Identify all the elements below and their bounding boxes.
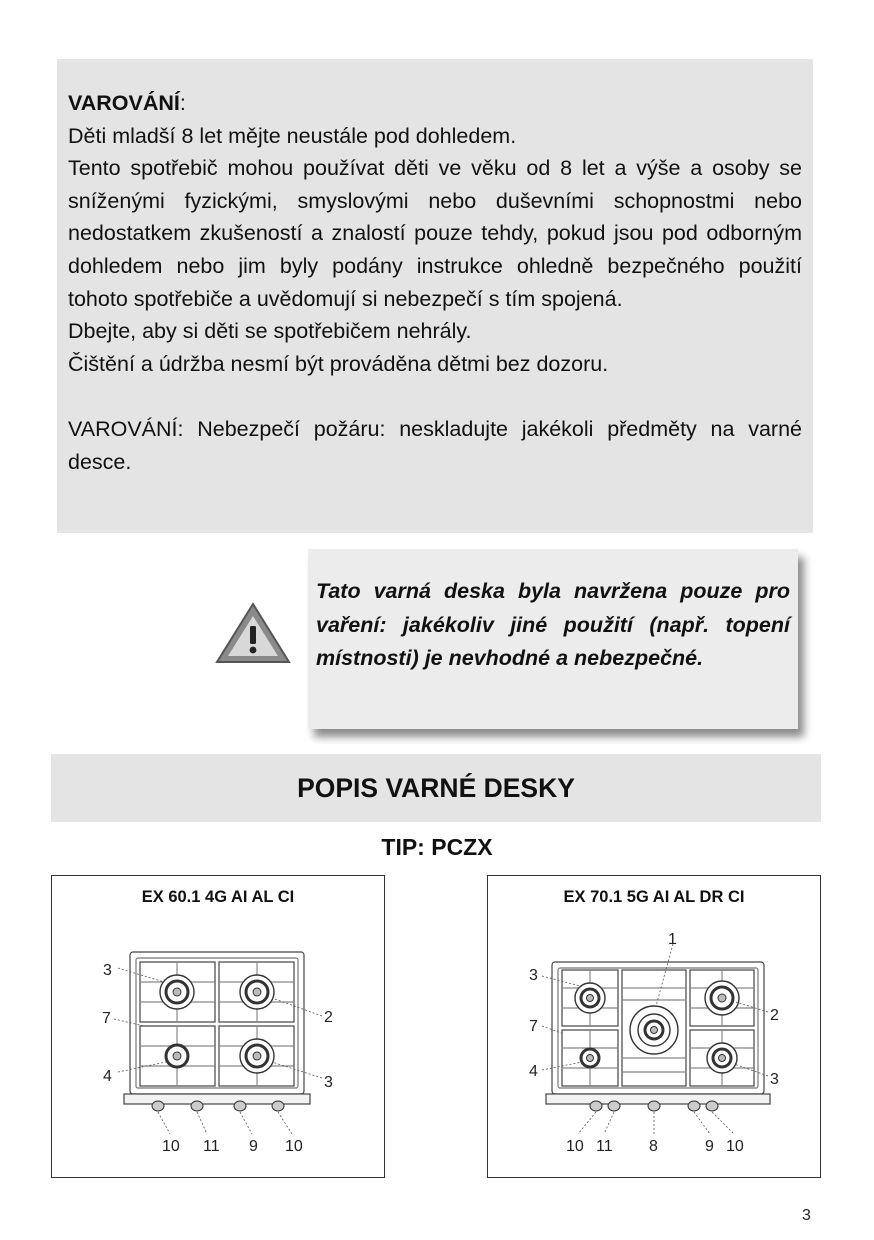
label-knob-1: 10 — [162, 1138, 180, 1155]
label-burner-tr: 2 — [770, 1007, 779, 1024]
label-knob-2: 11 — [596, 1138, 613, 1155]
label-knob-4: 9 — [705, 1138, 714, 1155]
warning-heading: VAROVÁNÍ — [68, 91, 180, 115]
label-knob-4: 10 — [285, 1138, 303, 1155]
model-tip: TIP: PCZX — [381, 834, 493, 860]
warning-cleaning: Čištění a údržba nesmí být prováděna dětmi bez dozoru. — [68, 351, 609, 376]
hob-model-title: EX 60.1 4G AI AL CI — [141, 888, 295, 906]
hob-model-title: EX 70.1 5G AI AL DR CI — [563, 888, 745, 906]
hob-4-burner-drawing — [52, 876, 384, 1177]
label-grate: 7 — [529, 1018, 538, 1035]
label-burner-tl: 3 — [529, 967, 538, 984]
section-title-bar — [51, 754, 821, 822]
label-knob-5: 10 — [726, 1138, 744, 1155]
warning-children-play: Dbejte, aby si děti se spotřebičem nehrály. — [68, 319, 472, 344]
label-knob-1: 10 — [566, 1138, 584, 1155]
label-burner-tr: 2 — [324, 1009, 333, 1026]
label-grate: 7 — [102, 1010, 111, 1027]
hob-diagram-4-burner — [51, 875, 385, 1178]
label-knob-2: 11 — [203, 1138, 220, 1155]
label-knob-3: 8 — [649, 1138, 658, 1155]
warning-heading-line — [68, 87, 802, 120]
warning-children-supervision: Děti mladší 8 let mějte neustále pod dohledem. — [68, 123, 517, 148]
label-burner-br: 3 — [324, 1074, 333, 1091]
page-number: 3 — [802, 1207, 811, 1224]
label-burner-bl: 4 — [103, 1068, 112, 1085]
label-center-burner: 1 — [668, 931, 677, 948]
hob-5-burner-drawing — [488, 876, 820, 1177]
warning-heading-colon: : — [179, 91, 186, 115]
warning-usage-paragraph: Tento spotřebič mohou používat děti ve věku od 8 let a výše a osoby se sníženými fyzickými, smyslovými nebo duševními schopnostmi nebo nedostatkem zkušeností a znalostí pouze tehdy, pokud jsou pod odborným dohledem nebo jim byly podány instrukce ohledně bezpečného použití tohoto spotřebiče a uvědomují si nebezpečí s tím spojená. — [68, 156, 802, 311]
hob-diagram-5-burner — [487, 875, 821, 1178]
warning-box — [57, 59, 813, 533]
label-burner-br: 3 — [770, 1071, 779, 1088]
section-title: POPIS VARNÉ DESKY — [297, 772, 575, 803]
label-burner-bl: 4 — [529, 1063, 538, 1080]
warning-triangle-icon — [215, 602, 291, 664]
usage-note-text: Tato varná deska byla navržena pouze pro vaření: jakékoliv jiné použití (např. topení místnosti) je nevhodné a nebezpečné. — [316, 579, 790, 670]
label-burner-tl: 3 — [103, 962, 112, 979]
usage-note-box — [308, 549, 798, 729]
label-knob-3: 9 — [249, 1138, 258, 1155]
warning-fire: VAROVÁNÍ: Nebezpečí požáru: neskladujte jakékoli předměty na varné desce. — [68, 417, 802, 474]
